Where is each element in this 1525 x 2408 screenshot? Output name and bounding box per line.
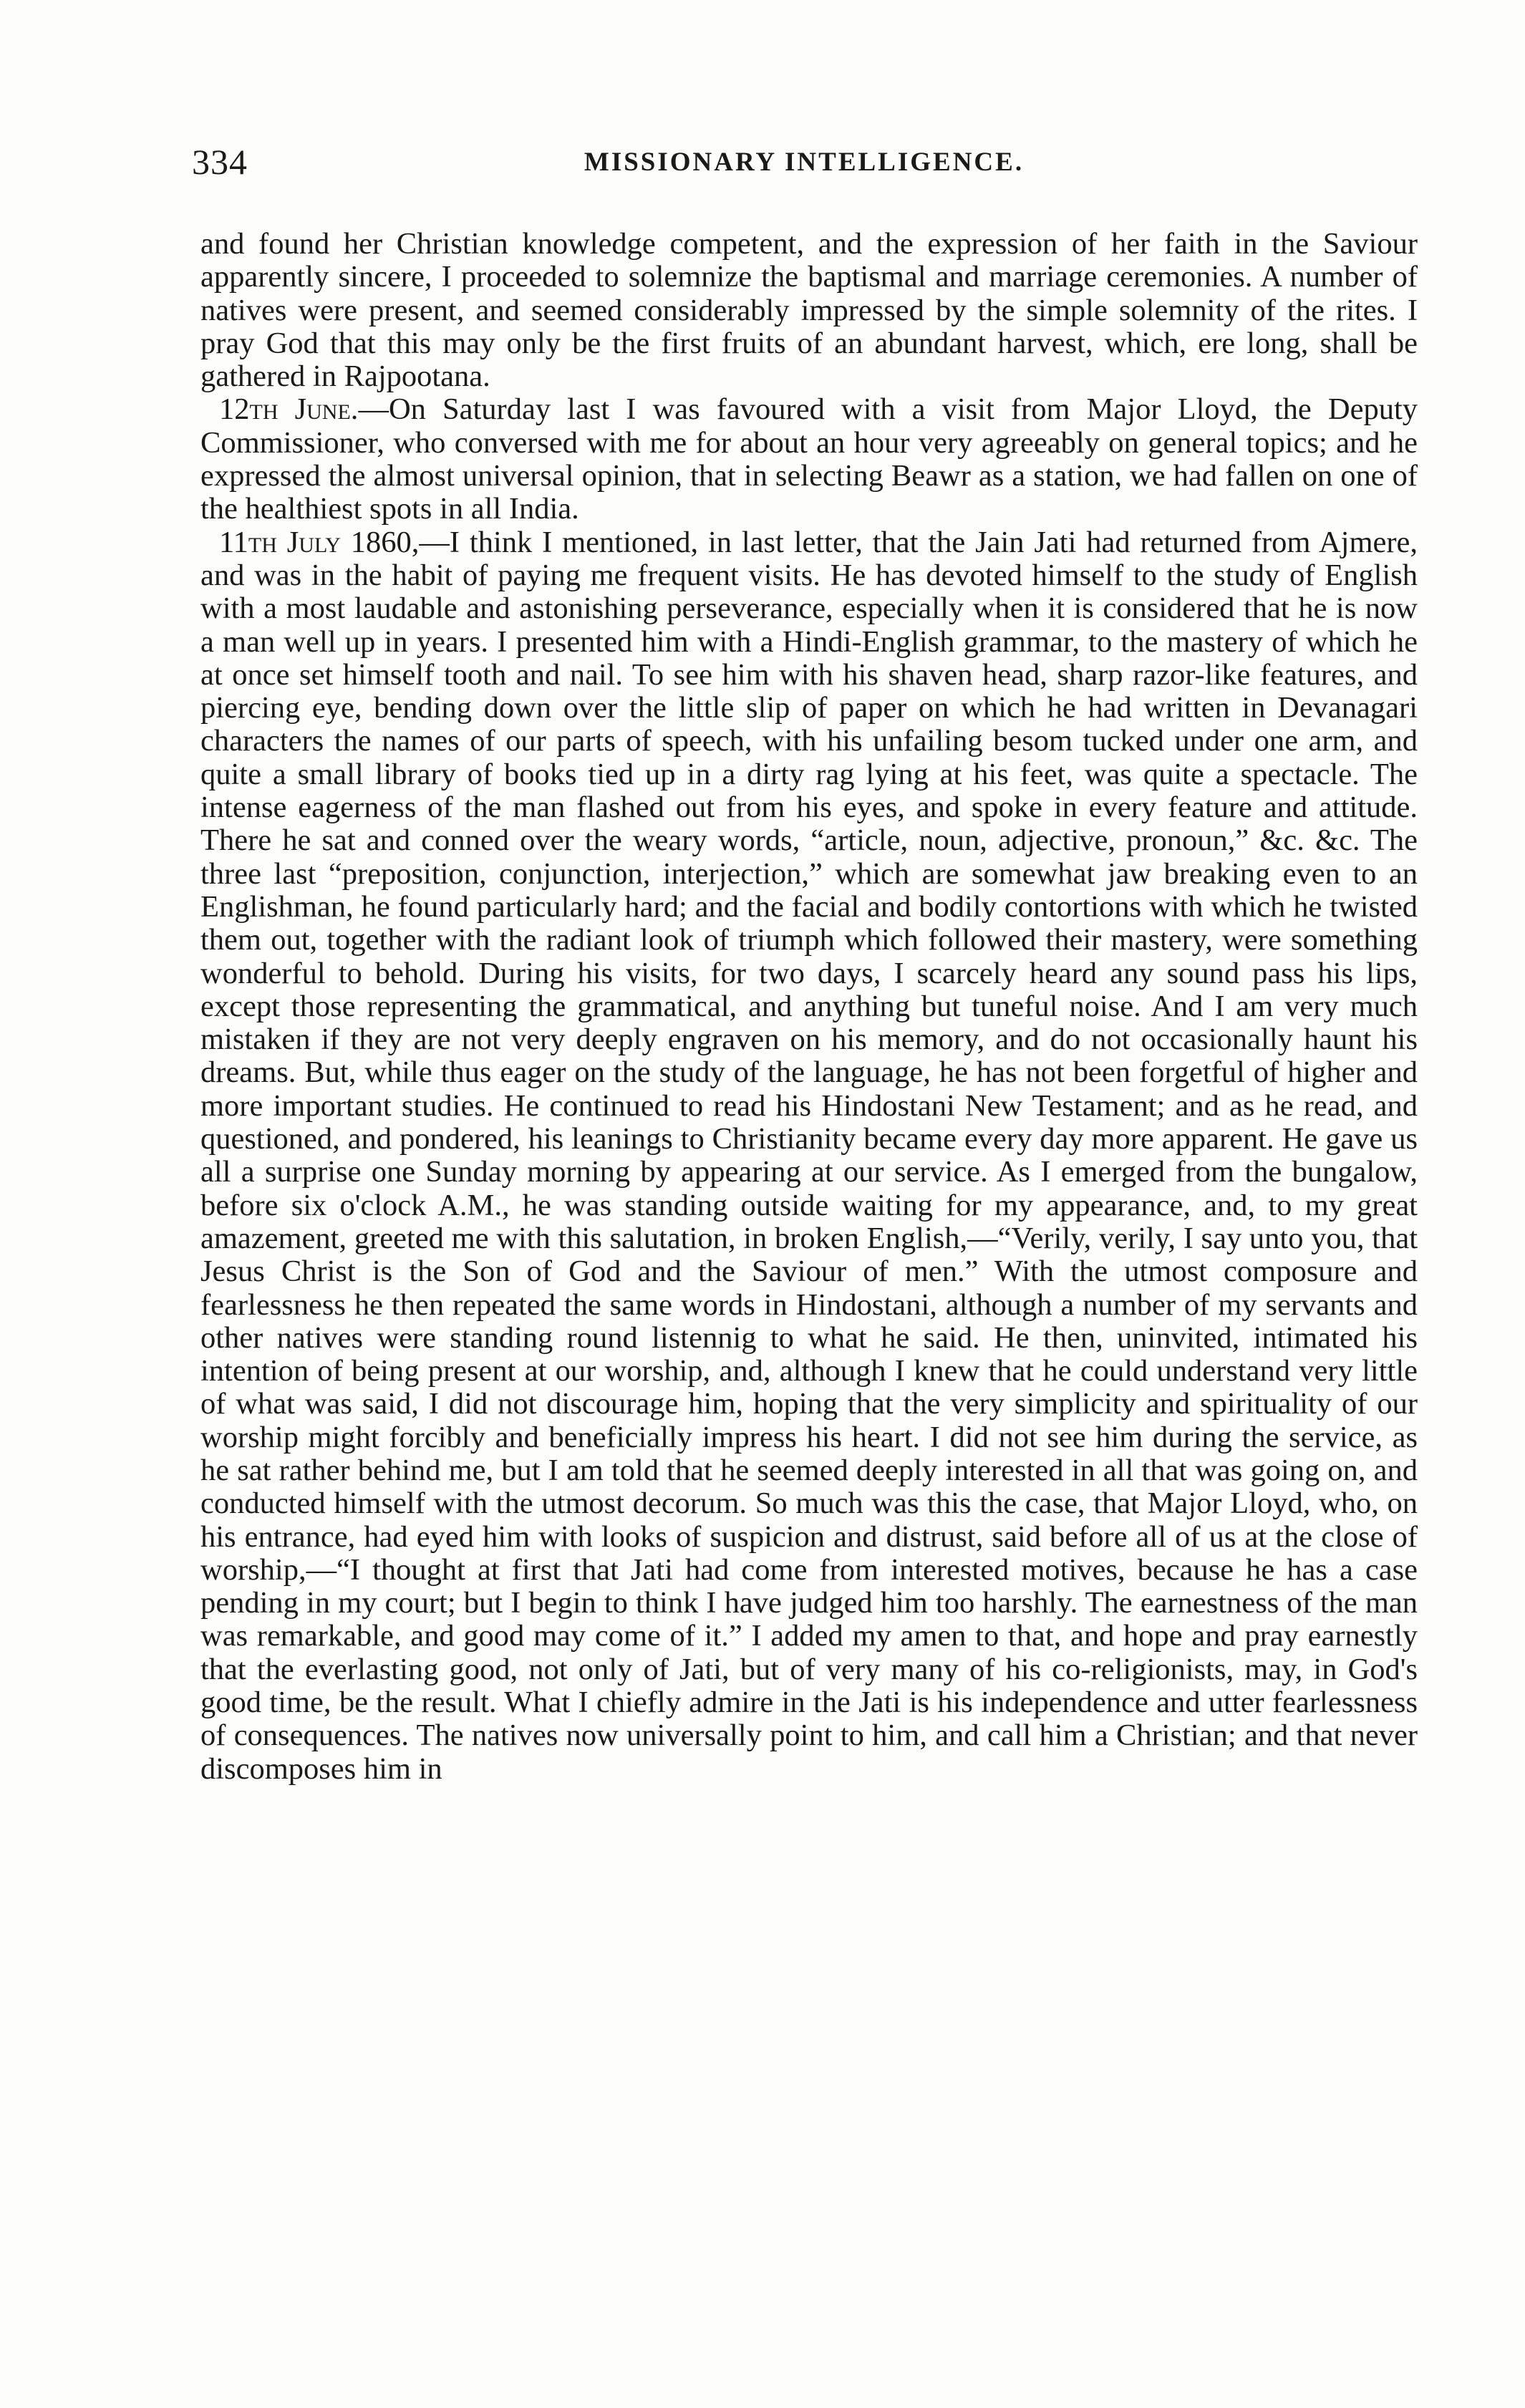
running-head — [192, 140, 1416, 190]
paragraph-june-entry — [200, 393, 1418, 526]
article-body — [200, 228, 1418, 1786]
entry-date: 12th June. — [219, 392, 359, 427]
paragraph-july-entry — [200, 526, 1418, 1786]
paragraph-text: —On Saturday last I was favoured with a visit from Major Lloyd, the Deputy Commissioner, who conversed with me for about an hour very agreeably on general topics; and he expressed the almost universal opinion, that in selecting Beawr as a station, we had fallen on one of the healthiest spots in all India. — [200, 392, 1418, 526]
paragraph-text: and found her Christian knowledge competent, and the expression of her faith in the Saviour apparently sincere, I proceeded to solemnize the baptismal and marriage ceremonies. A number of natives were present, and seemed considerably impressed by the simple solemnity of the rites. I pray God that this may only be the first fruits of an abundant harvest, which, ere long, shall be gathered in Rajpootana. — [200, 227, 1418, 394]
page-number: 334 — [192, 142, 248, 182]
paragraph-baptism — [200, 228, 1418, 393]
paragraph-text: 1860,—I think I mentioned, in last letter, that the Jain Jati had returned from Ajmere, and was in the habit of paying me frequent visits. He has devoted himself to the study of English with a most laudable and astonishing perseverance, especially when it is considered that he is now a man well up in years. I presented him with a Hindi-English grammar, to the mastery of which he at once set himself tooth and nail. To see him with his shaven head, sharp razor-like features, and piercing eye, bending down over the little slip of paper on which he had written in Devanagari characters the names of our parts of speech, with his unfailing besom tucked under one arm, and quite a small library of books tied up in a dirty rag lying at his feet, was quite a spectacle. The intense eagerness of the man flashed out from his eyes, and spoke in every feature and attitude. There he sat and conned over the weary words, “article, noun, adjective, pronoun,” &c. &c. The three last “preposition, conjunction, interjection,” which are somewhat jaw breaking even to an Englishman, he found particularly hard; and the facial and bodily contortions with which he twisted them out, together with the radiant look of triumph which followed their mastery, were something wonderful to behold. During his visits, for two days, I scarcely heard any sound pass his lips, except those representing the grammatical, and anything but tuneful noise. And I am very much mistaken if they are not very deeply engraven on his memory, and do not occasionally haunt his dreams. But, while thus eager on the study of the language, he has not been forgetful of higher and more important studies. He continued to read his Hindostani New Testament; and as he read, and questioned, and pondered, his leanings to Christianity became every day more apparent. He gave us all a surprise one Sunday morning by appearing at our service. As I emerged from the bungalow, before six o'clock A.M., he was standing outside waiting for my appearance, and, to my great amazement, greeted me with this salutation, in broken English,—“Verily, verily, I say unto you, that Jesus Christ is the Son of God and the Saviour of men.” With the utmost composure and fearlessness he then repeated the same words in Hindostani, although a number of my servants and other natives were standing round listennig to what he said. He then, uninvited, intimated his intention of being present at our worship, and, although I knew that he could understand very little of what was said, I did not discourage him, hoping that the very simplicity and spirituality of our worship might forcibly and beneficially impress his heart. I did not see him during the service, as he sat rather behind me, but I am told that he seemed deeply interested in all that was going on, and conducted himself with the utmost decorum. So much was this the case, that Major Lloyd, who, on his entrance, had eyed him with looks of suspicion and distrust, said before all of us at the close of worship,—“I thought at first that Jati had come from interested motives, because he has a case pending in my court; but I begin to think I have judged him too harshly. The earnestness of the man was remarkable, and good may come of it.” I added my amen to that, and hope and pray earnestly that the everlasting good, not only of Jati, but of very many of his co-religionists, may, in God's good time, be the result. What I chiefly admire in the Jati is his independence and utter fearlessness of consequences. The natives now universally point to him, and call him a Christian; and that never discomposes him in — [200, 525, 1418, 1786]
running-title: MISSIONARY INTELLIGENCE. — [584, 148, 1025, 177]
entry-date: 11th July — [219, 525, 341, 559]
